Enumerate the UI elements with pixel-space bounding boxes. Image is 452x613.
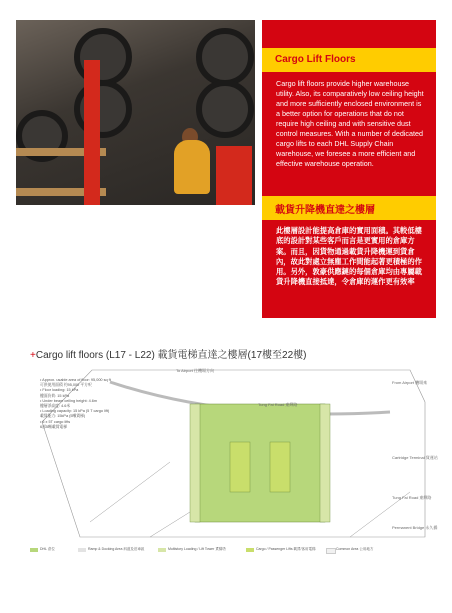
legend-label: Cargo / Passenger Lifts 載貨/客用電梯	[256, 547, 316, 551]
road-label-right4: Permanent Bridge 永久橋	[392, 525, 438, 530]
tyre	[196, 80, 254, 138]
road-label-top: To Airport 往機場方向	[176, 368, 215, 373]
legend-label: Multistory Loading / Lift Tower 貨梯塔	[168, 547, 226, 551]
floorplan-legend	[30, 546, 430, 556]
warehouse-area	[195, 404, 325, 522]
note-line: 樓面負荷: 15 kPa	[40, 393, 70, 398]
lift-tower-right	[320, 404, 330, 522]
road-label-right3: Tung Fai Road 東輝路	[392, 495, 432, 500]
tyre	[196, 28, 254, 86]
legend-label: Common Area 公用地方	[336, 547, 374, 551]
road-label-mid: Tung Fai Road 東輝路	[258, 402, 298, 407]
note-line: • Floor loading: 15 kPa	[40, 388, 79, 393]
panel-title-zh: 載貨升降機直達之樓層	[275, 205, 375, 216]
road-label-right2: Cartridge Terminal 貨運站	[392, 455, 438, 460]
lift-tower-left	[190, 404, 200, 522]
note-line: 6部5噸載貨電梯	[40, 424, 68, 429]
legend-swatch	[158, 548, 166, 552]
panel-title-en: Cargo Lift Floors	[275, 54, 356, 65]
panel-body-zh: 此樓層設計能提高倉庫的實用面積。其較低樓底的設計對某些客戶而言是更實用的倉庫方案。而且，因貨物通過載貨升降機運到貨倉內，故此對處立無塵工作間能起著更積極的作用。另外，敦豪供應鏈的每個倉庫均由專屬載貨升降機直接抵達，令倉庫的運作更有效率	[276, 226, 422, 287]
floorplan-title-text: Cargo lift floors (L17 - L22) 載貨電梯直達之樓層(17樓至22樓)	[35, 350, 307, 361]
note-line: • Approx. usable area of floor: 95,000 sq ft	[40, 378, 111, 382]
legend-swatch	[246, 548, 254, 552]
plus-icon: +	[30, 350, 36, 361]
floorplan-notes	[40, 378, 111, 430]
panel-body-en: Cargo lift floors provide higher warehouse utility. Also, its comparatively low ceiling height and more sufficiently enclosed environment is a better option for operations that do not require high ceiling and with sensitive dust control measures. With a number of dedicated cargo lifts to each DHL Supply Chain warehouse, we foresee a more efficient and effective warehouse operation.	[276, 79, 424, 168]
warehouse-photo	[16, 20, 255, 205]
note-line: 樓層淨高度: 4.6米	[40, 404, 71, 409]
road-label-right1: From Airport 機場來	[392, 380, 428, 385]
legend-swatch	[30, 548, 38, 552]
tyre	[74, 28, 132, 86]
legend-swatch	[326, 548, 336, 554]
note-line: • Under beam ceiling height: 4.6m	[40, 398, 98, 403]
cargo-lift-core	[230, 442, 250, 492]
legend-swatch	[78, 548, 86, 552]
note-line: • 6 x 5T cargo lifts	[40, 419, 71, 424]
tyre	[74, 80, 132, 138]
forklift-mast	[84, 60, 100, 205]
worker	[174, 140, 210, 194]
note-line: • Loading capacity: 15 kPa (5 T cargo lift)	[40, 409, 110, 414]
floorplan-title	[30, 346, 306, 361]
legend-label: Ramp & Docking Area 斜道及泊車區	[88, 547, 145, 551]
forklift-body	[216, 146, 252, 205]
legend-label: DHL 倉位	[40, 547, 55, 551]
note-line: 可供使用面積 約95,000 平方呎	[40, 383, 92, 388]
note-line: 載貨能力: 15kPa (5噸貨梯)	[40, 414, 86, 419]
passenger-lift-core	[270, 442, 290, 492]
